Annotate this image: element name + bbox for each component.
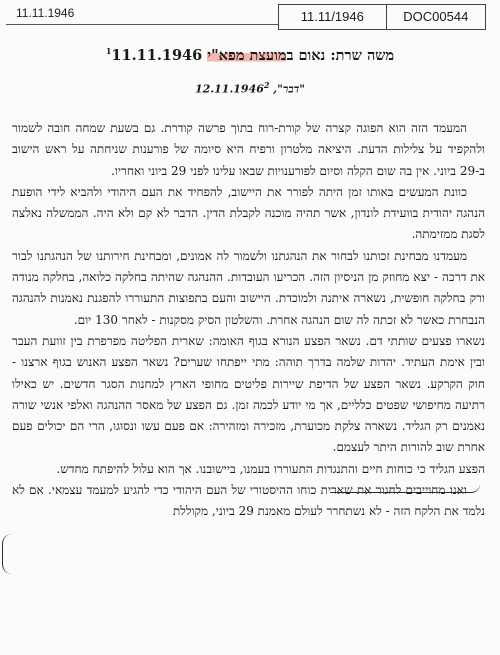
source-footnote-mark: 2 <box>263 80 270 90</box>
document-source <box>0 80 500 96</box>
pen-underline-mark <box>330 484 480 493</box>
title-highlight: מועצת מפא"י <box>207 46 287 64</box>
document-id: DOC00544 <box>403 9 469 24</box>
stamp-date: 11.11/1946 <box>279 5 387 29</box>
source-text: "דבר", 12.11.1946 <box>195 82 305 96</box>
header-date: 11.11.1946 <box>16 6 75 20</box>
paragraph: מעמדנו מבחינת זכותנו לבחור את הנהגתנו ולשמור לה אמונים, ומבחינת חירותנו של הנהגתנו לבור את דרכה - יצא מחוזק מן הניסיון הזה. הכריעו העובדות. ההנהגה שהיתה בחלקה כלואה, בחלקה מנודה ורק בחלקה חופשית, נשארה איתנה ולמוכדת. היישוב והעם בתפוצות התעוררו להפגנת נאמנות להנהגה הנבחרת כאשר לא זכתה לה שום הנהגה אחרת. והשלטון הסיק מסקנות - לאחר 130 יום. <box>12 248 485 327</box>
document-body <box>12 118 485 523</box>
paragraph: הפצע הגליד כי כוחות חיים והתנגדות התעוררו בעמנו, ביישובנו. אך הוא עלול להיפתח מחדש. <box>56 461 485 476</box>
paragraph: ואנו מחוייבים לחגור את שארית כוחו ההיסטורי של העם היהודי כדי להגיע למעמד עצמאי. אם לא נלמד את הלקח הזה - לא נשתחרר לעולם מאמנת 29 ביוני, מקוללת <box>12 483 485 519</box>
paragraph: המעמד הזה הוא הפוגה קצרה של קורת-רוח בתוך פרשה קודרת. גם בשעת שמחה חובה לשמור ולהקפיד על צלילות הדעת. היציאה מלטרון ורפיח היא סיומה של פורענות שניחתה על ראש הישוב ב-29 ביוני. אין בה שום הקלה וסיום לפורענויות שבאו עלינו לפני 29 ביוני ואחריו. <box>12 121 485 178</box>
title-date: 11.11.1946 <box>111 46 203 64</box>
title-footnote-mark: 1 <box>105 46 112 56</box>
title-prefix: משה שרת: נאום ב <box>286 46 395 64</box>
paragraph: כוונת המעשים באותו זמן היתה לפורר את היישוב, להפחיד את העם היהודי ולהביא לידי הופעת הנהגה יהודית בוועידת לונדון, אשר תהיה מוכנה לקבלת הדין. הדבר לא קם ולא היה. הממשלה נאלצה לסגת ממזימתה. <box>12 184 485 242</box>
document-stamp <box>278 4 486 30</box>
document-title <box>0 46 500 65</box>
pen-margin-mark <box>2 534 17 574</box>
paragraph: נשארו פצעים שותתי דם. נשאר הפצע הנורא בגוף האומה: שארית הפליטה מפרפרת בין זוועת העבר ובין אימת העתיד. יהדות שלמה בדרך תוהה: מתי ייפתחו שערים? נשאר הפצע האנוש בגוף ארצנו - חוק הקרקע. נשאר הפצע של הדיפת שיירות פליטים מחופי הארץ למחנות הסגר חדשים. יש כאילו רתיעה מחיפושי שפטים כלליים, אך מי יודע לכמה זמן. גם הפצע של מאסר ההנהגה ואלפי אנשי שורה נאמנים רק הגליד. נשארה צלקת מכוערת, מזכירה ומזהירה: אם פעם עשו ונסוגו, הרי הם יכולים פעם אחרת שוב להורות היתר לעצמם. <box>12 333 485 455</box>
